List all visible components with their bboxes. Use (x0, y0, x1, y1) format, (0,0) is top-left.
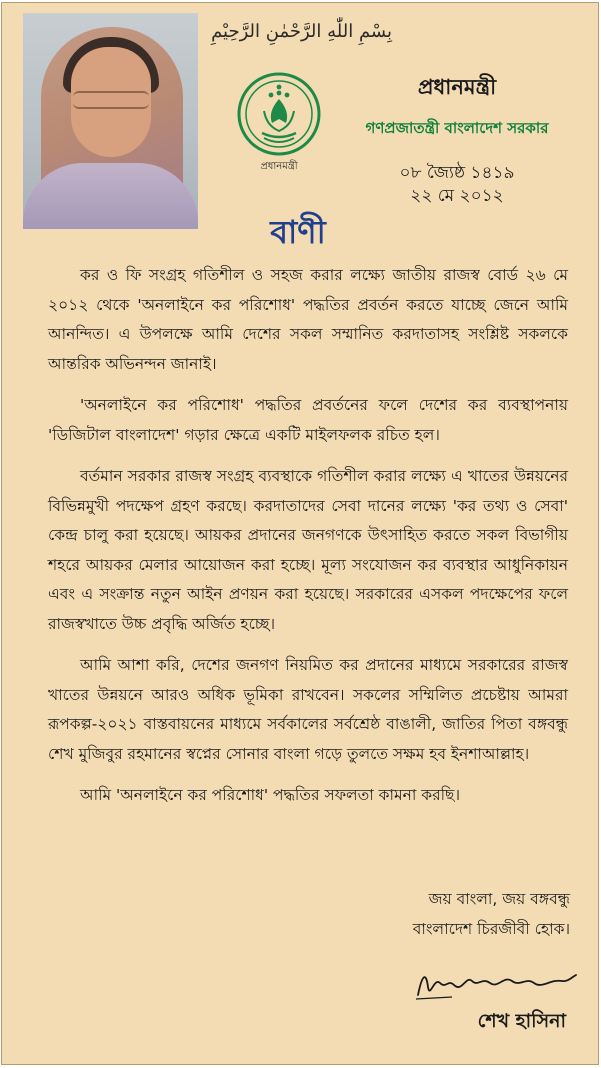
message-body (48, 261, 568, 823)
paragraph-3: বর্তমান সরকার রাজস্ব সংগ্রহ ব্যবস্থাকে গতিশীল করার লক্ষ্যে এ খাতের উন্নয়নের বিভিন্নমুখী পদক্ষেপ গ্রহণ করছে। করদাতাদের সেবা দানের লক্ষ্যে 'কর তথ্য ও সেবা' কেন্দ্র চালু করা হয়েছে। আয়কর প্রদানের জনগণকে উৎসাহিত করতে সকল বিভাগীয় শহরে আয়কর মেলার আয়োজন করা হচ্ছে। মূল্য সংযোজন কর ব্যবস্থার আধুনিকায়ন এবং এ সংক্রান্ত নতুন আইন প্রণয়ন করা হয়েছে। সরকারের এসকল পদক্ষেপের ফলে রাজস্বখাতে উচ্চ প্রবৃদ্ধি অর্জিত হচ্ছে। (48, 467, 568, 633)
handwritten-signature (412, 965, 582, 1005)
bismillah-calligraphy: بِسْمِ اللّٰهِ الرَّحْمٰنِ الرَّحِيْمِ (211, 21, 392, 42)
date-bangla: ০৮ জ্যৈষ্ঠ ১৪১৯ (399, 163, 515, 183)
paragraph-2: 'অনলাইনে কর পরিশোধ' পদ্ধতির প্রবর্তনের ফলে দেশের কর ব্যবস্থাপনায় 'ডিজিটাল বাংলাদেশ' গড়ার ক্ষেত্রে একটি মাইলফলক রচিত হল। (48, 396, 568, 444)
paragraph-1: কর ও ফি সংগ্রহ গতিশীল ও সহজ করার লক্ষ্যে জাতীয় রাজস্ব বোর্ড ২৬ মে ২০১২ থেকে 'অনলাইনে কর পরিশোধ' পদ্ধতির প্রবর্তন করতে যাচ্ছে জেনে আমি আনন্দিত। এ উপলক্ষে আমি দেশের সকল সম্মানিত করদাতাসহ সংশ্লিষ্ট সকলকে আন্তরিক অভিনন্দন জানাই। (48, 266, 568, 373)
signer-name: শেখ হাসিনা (477, 1010, 566, 1032)
paragraph-4: আমি আশা করি, দেশের জনগণ নিয়মিত কর প্রদানের মাধ্যমে সরকারের রাজস্ব খাতের উন্নয়নে আরও অধিক ভূমিকা রাখবেন। সকলের সম্মিলিত প্রচেষ্টায় আমরা রূপকল্প-২০২১ বাস্তবায়নের মাধ্যমে সর্বকালের সর্বশ্রেষ্ঠ বাঙালী, জাতির পিতা বঙ্গবন্ধু শেখ মুজিবুর রহমানের স্বপ্নের সোনার বাংলা গড়ে তুলতে সক্ষম হব ইনশাআল্লাহ। (48, 656, 568, 763)
emblem-caption: প্রধানমন্ত্রী (260, 161, 298, 172)
closing-line-1: জয় বাংলা, জয় বঙ্গবন্ধু (428, 890, 570, 908)
portrait-photo (23, 13, 198, 229)
paragraph-5: আমি 'অনলাইনে কর পরিশোধ' পদ্ধতির সফলতা কামনা করছি। (80, 786, 460, 804)
message-heading: বাণী (270, 213, 326, 251)
portrait-shoulder (23, 163, 198, 229)
office-title: প্রধানমন্ত্রী (417, 75, 497, 99)
government-emblem-icon (236, 71, 322, 157)
portrait-glasses (73, 91, 149, 109)
date-gregorian: ২২ মে ২০১২ (410, 186, 504, 206)
office-subtitle: গণপ্রজাতন্ত্রী বাংলাদেশ সরকার (365, 119, 549, 137)
message-page (1, 2, 599, 1065)
closing-line-2: বাংলাদেশ চিরজীবী হোক। (412, 920, 570, 938)
